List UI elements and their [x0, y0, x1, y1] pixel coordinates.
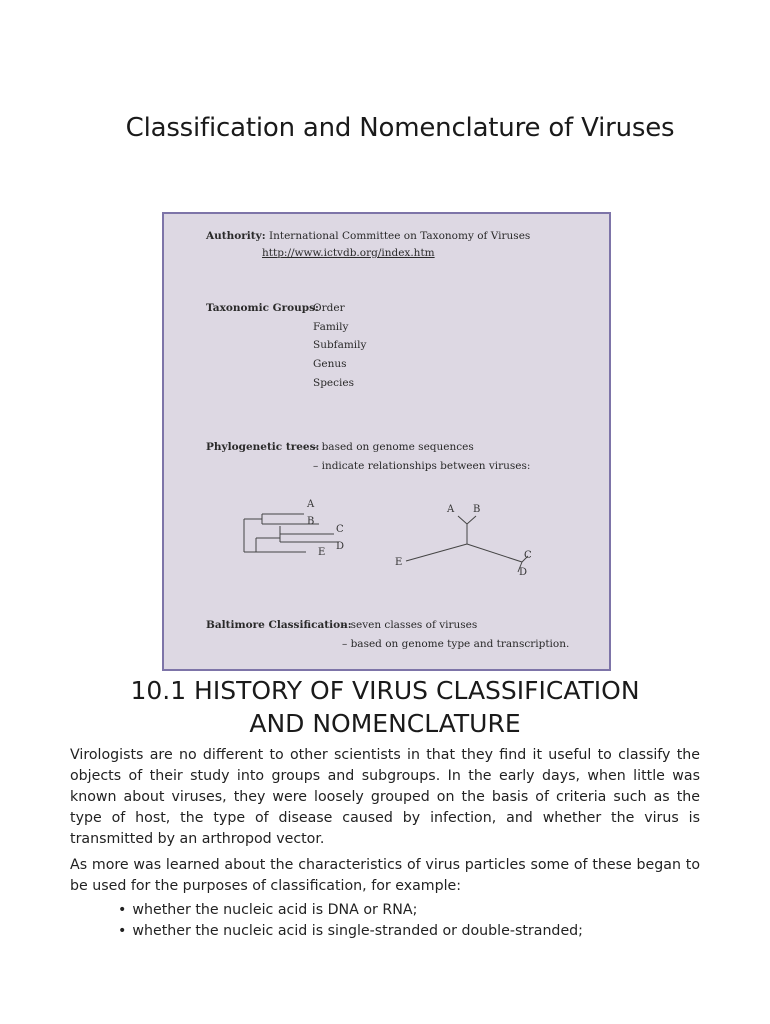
authority-label: Authority:	[206, 230, 266, 242]
unrooted-tree	[406, 516, 528, 572]
phylo-label: Phylogenetic trees:	[206, 441, 320, 453]
taxonomic-group-order: Order	[313, 302, 345, 314]
section-heading-line: AND NOMENCLATURE	[249, 709, 521, 738]
phylo-point: – based on genome sequences	[313, 441, 474, 453]
tree-label-d: D	[519, 567, 528, 578]
page-title: Classification and Nomenclature of Viruses	[125, 113, 675, 143]
tree-label-b: B	[307, 516, 315, 527]
tree-label-e: E	[318, 547, 326, 558]
section-heading	[70, 674, 700, 740]
list-item: • whether the nucleic acid is DNA or RNA;	[118, 900, 698, 921]
tree-label-e: E	[395, 557, 403, 568]
taxonomic-group-species: Species	[313, 377, 354, 389]
authority-url[interactable]: http://www.ictvdb.org/index.htm	[262, 247, 435, 259]
baltimore-label: Baltimore Classification:	[206, 619, 352, 631]
baltimore-point: – seven classes of viruses	[342, 619, 478, 631]
taxonomic-group-subfamily: Subfamily	[313, 339, 367, 351]
section-heading-line: 10.1 HISTORY OF VIRUS CLASSIFICATION	[130, 676, 640, 705]
criteria-list	[118, 900, 698, 942]
authority-row	[206, 230, 530, 242]
taxonomic-group-family: Family	[313, 321, 349, 333]
tree-label-a: A	[307, 499, 315, 510]
list-item: • whether the nucleic acid is single-stranded or double-stranded;	[118, 921, 698, 942]
authority-value: International Committee on Taxonomy of Viruses	[268, 230, 531, 242]
paragraph-history: Virologists are no different to other scientists in that they find it useful to classify the objects of their study into groups and subgroups. In the early days, when little was known about viruses, they were loosely grouped on the basis of criteria such as the type of host, the type of disease caused by infection, and whether the virus is transmitted by an arthropod vector.	[70, 747, 700, 847]
baltimore-point: – based on genome type and transcription.	[342, 638, 570, 650]
phylo-point: – indicate relationships between viruses:	[313, 460, 531, 472]
tree-label-b: B	[473, 504, 481, 515]
classification-figure	[162, 212, 611, 671]
taxonomic-group-genus: Genus	[313, 358, 347, 370]
paragraph-characteristics: As more was learned about the characteristics of virus particles some of these began to be used for the purposes of classification, for example:	[70, 857, 700, 894]
taxonomic-label: Taxonomic Groups:	[206, 302, 319, 314]
tree-label-a: A	[447, 504, 455, 515]
tree-label-d: D	[336, 541, 345, 552]
tree-label-c: C	[336, 524, 344, 535]
tree-label-c: C	[524, 550, 532, 561]
phylogenetic-trees	[164, 494, 609, 614]
